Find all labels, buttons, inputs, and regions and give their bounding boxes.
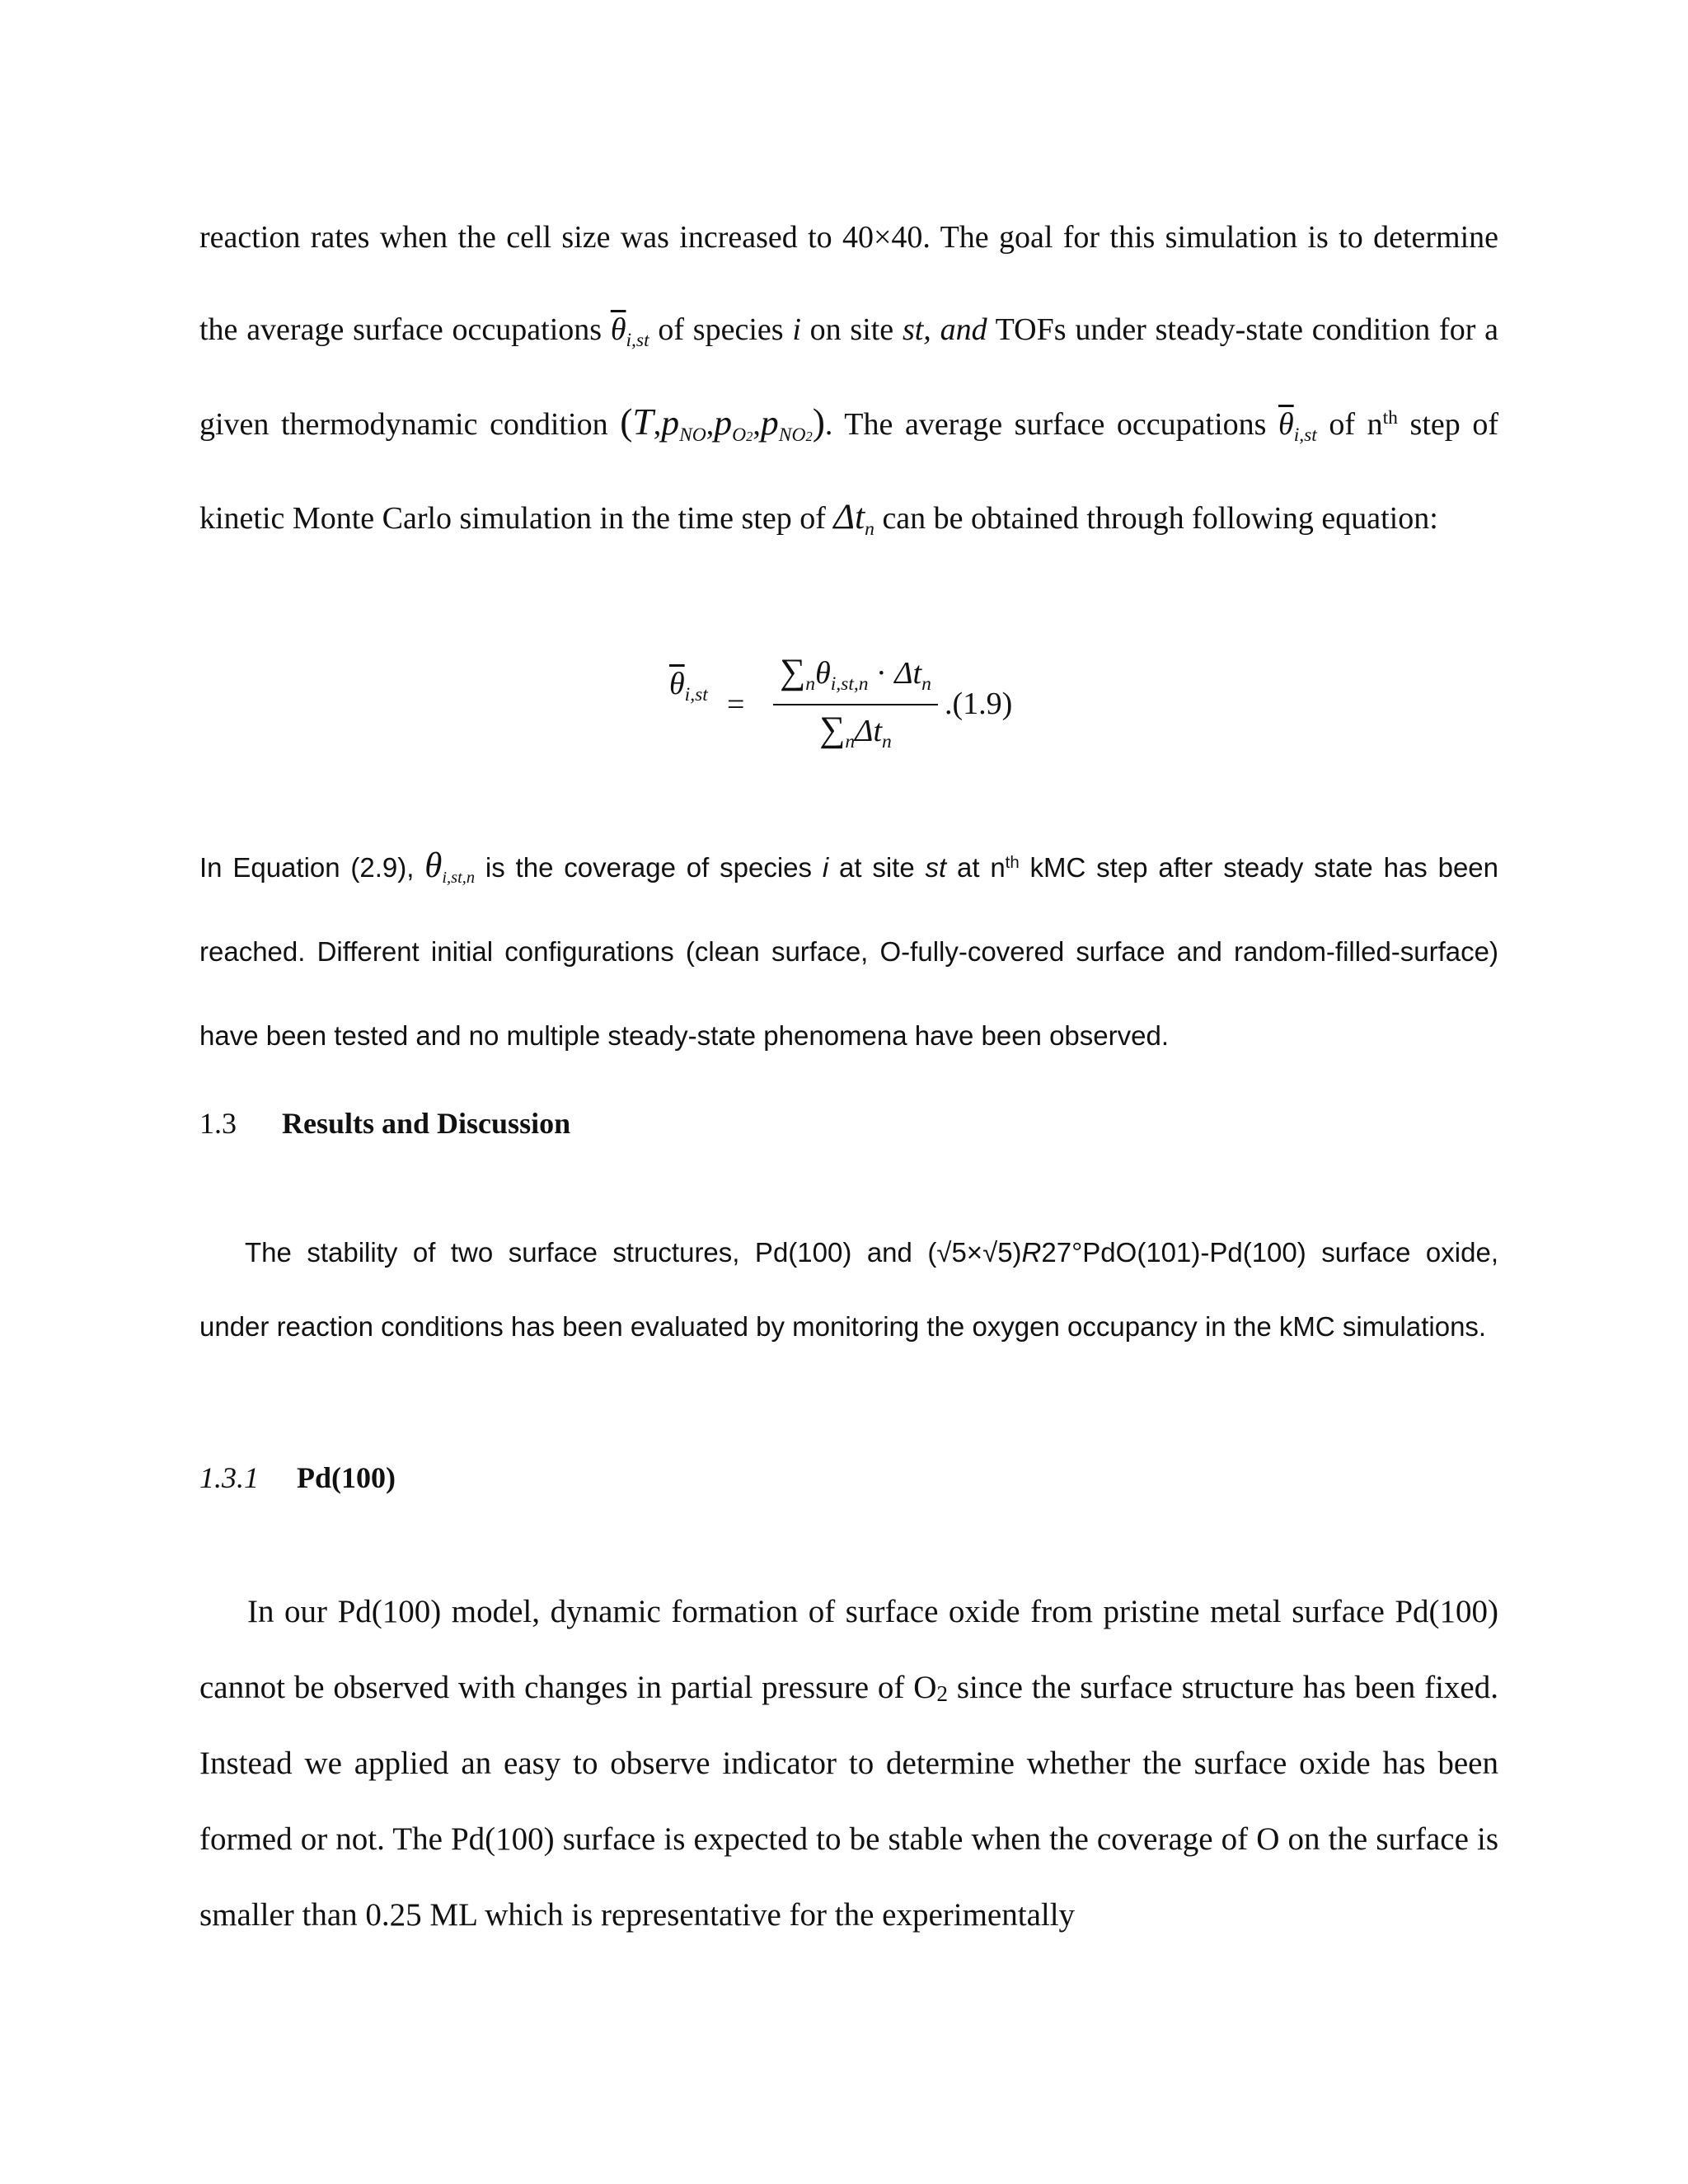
sub-two: 2 — [746, 429, 753, 445]
superscript-th: th — [1382, 407, 1398, 429]
text-run: since the surface structure has been fixed. Instead we applied an easy to observe indicator to determine whether the surface oxide has been formed or not. The Pd(100) surface is expected to be stable when the coverage of O on the surface is smaller than 0.25 ML which is representative for the experimentally — [199, 1670, 1498, 1933]
cond-open-paren: ( — [620, 401, 633, 443]
italic-st: st — [925, 852, 947, 883]
subscript-NO: NO — [679, 424, 706, 447]
text-run: at n — [946, 852, 1006, 883]
equation-1-9 — [0, 651, 1688, 766]
equation-lhs — [669, 666, 708, 706]
text-run: 27°PdO(101)-Pd(100) surface oxide, under reaction conditions has been evaluated by monitoring the oxygen occupancy in the kMC simulations. — [199, 1237, 1498, 1342]
delta-t-symbol: Δt — [855, 714, 883, 748]
delta-t-symbol: Δt — [833, 497, 865, 537]
section-number: 1.3.1 — [199, 1461, 259, 1494]
section-title: Results and Discussion — [282, 1107, 571, 1140]
italic-st-and: st, and — [902, 312, 987, 347]
text-run: step of kinetic Monte Carlo simulation in the time step of — [199, 407, 1498, 536]
superscript-th: th — [1005, 852, 1020, 872]
italic-i: i — [822, 852, 829, 883]
text-run: of species — [649, 312, 793, 347]
text-run: . The average surface occupations — [824, 407, 1279, 442]
text-run: In Equation (2.9), — [199, 852, 425, 883]
section-number: 1.3 — [199, 1107, 237, 1140]
subscript-n: n — [921, 673, 931, 696]
text-run: The stability of two surface structures, Pd(100) and (√5×√5) — [245, 1237, 1022, 1268]
math-p: p — [714, 403, 733, 443]
paragraph-method-goal — [199, 191, 1498, 565]
section-title: Pd(100) — [297, 1461, 396, 1494]
text-run: reaction rates when the cell size was increased to 40×40. The goal for this simulation is to determine the average surface occupations — [199, 220, 1498, 347]
fraction — [773, 651, 938, 753]
theta-bar-symbol: $\overline{\theta}$ — [669, 667, 685, 701]
comma: , — [653, 407, 662, 442]
sum-subscript: n — [805, 673, 816, 696]
theta-symbol: θ — [424, 846, 443, 885]
math-T: T — [632, 401, 654, 443]
text-run: on site — [800, 312, 903, 347]
fraction-numerator — [773, 651, 938, 702]
subscript-n: n — [882, 731, 892, 753]
cond-close-paren: ) — [812, 401, 825, 443]
text-run: is the coverage of species — [475, 852, 823, 883]
sum-symbol: ∑ — [819, 710, 846, 749]
subscript-i-st: i,st — [1293, 424, 1317, 447]
math-p: p — [760, 403, 779, 443]
comma: , — [753, 407, 761, 442]
subscript-two: 2 — [936, 1681, 949, 1707]
section-heading-1-3-1 — [199, 1460, 396, 1495]
sum-subscript: n — [845, 731, 856, 753]
text-run: In our Pd(100) model, dynamic formation of surface oxide from pristine metal surface Pd(100) cannot be observed with changes in partial pressure of O — [199, 1594, 1498, 1705]
sub-two: 2 — [805, 429, 813, 445]
section-heading-1-3 — [199, 1106, 570, 1141]
subscript-n: n — [865, 518, 874, 541]
sum-symbol: ∑ — [780, 652, 806, 691]
subscript-i-st-n: i,st,n — [830, 673, 869, 696]
text-run: can be obtained through following equation: — [874, 501, 1438, 536]
paragraph-pd100-model — [199, 1574, 1498, 1953]
subscript-NO2 — [779, 424, 813, 446]
paragraph-stability — [199, 1216, 1498, 1364]
italic-i: i — [792, 312, 801, 347]
subscript-i-st: i,st — [684, 684, 708, 706]
comma: , — [706, 407, 715, 442]
sub-text: NO — [778, 424, 806, 447]
italic-R: R — [1021, 1237, 1042, 1268]
text-run: of n — [1316, 407, 1383, 442]
subscript-i-st: i,st — [626, 330, 649, 352]
theta-bar-symbol: $\overline{\theta}$ — [1278, 407, 1294, 442]
theta-bar-symbol: $\overline{\theta}$ — [610, 312, 626, 347]
math-p: p — [661, 403, 680, 443]
sub-text: O — [732, 424, 747, 447]
theta-symbol: θ — [815, 656, 831, 691]
delta-t-symbol: Δt — [894, 656, 922, 691]
paragraph-equation-explanation — [199, 824, 1498, 1078]
subscript-i-st-n: i,st,n — [442, 869, 476, 888]
text-run: TOFs under steady-state condition for a given thermodynamic condition — [199, 312, 1498, 442]
equals-sign: = — [727, 687, 745, 722]
fraction-bar — [773, 704, 938, 705]
subscript-O — [732, 424, 753, 446]
fraction-denominator — [773, 709, 938, 753]
text-run: kMC step after steady state has been reached. Different initial configurations (clean surface, O-fully-covered surface and random-filled-surface) have been tested and no multiple steady-state phenomena have been observed. — [199, 852, 1499, 1051]
equation-number: .(1.9) — [945, 687, 1013, 721]
dot-operator: · — [868, 656, 895, 691]
text-run: at site — [828, 852, 926, 883]
